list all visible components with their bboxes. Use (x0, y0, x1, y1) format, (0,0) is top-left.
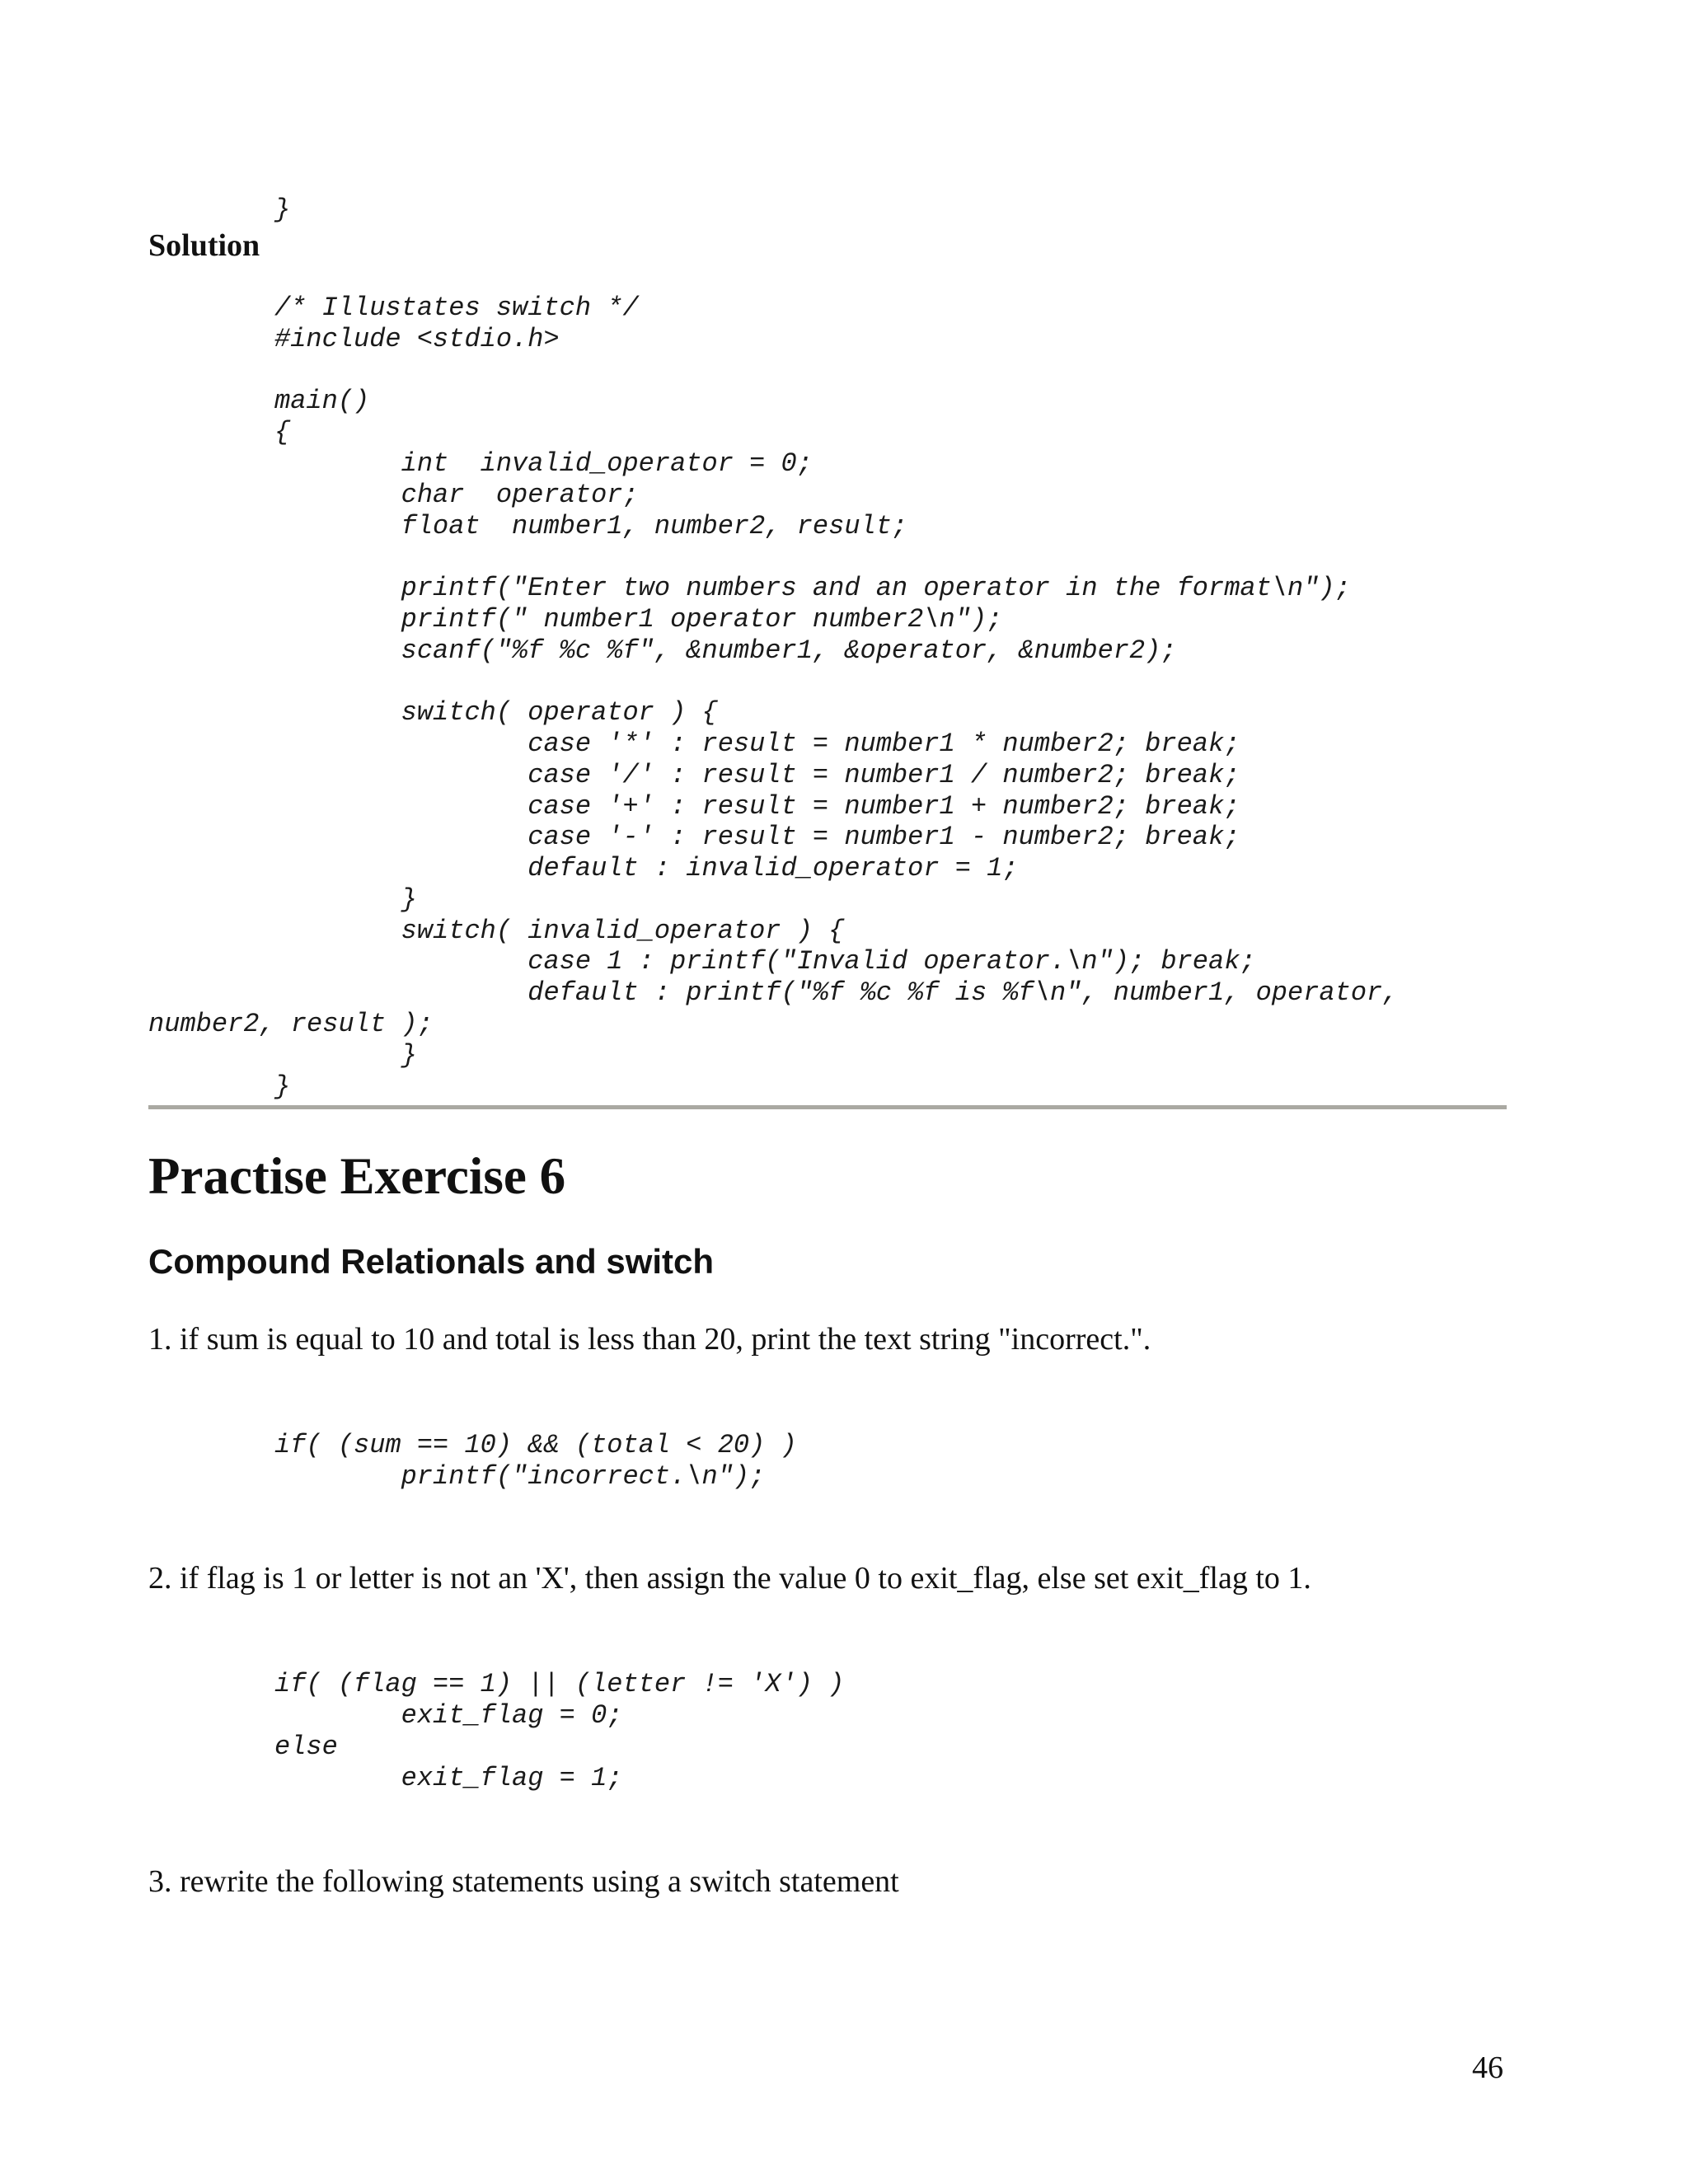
code-line-wrapped: number2, result ); (148, 1009, 434, 1039)
page-number: 46 (1472, 2050, 1503, 2085)
question-1-text: 1. if sum is equal to 10 and total is less than 20, print the text string "incorrect.". (148, 1322, 1151, 1357)
exercise-subtitle: Compound Relationals and switch (148, 1242, 715, 1281)
code-line: default : invalid_operator = 1; (274, 853, 1019, 883)
exercise-title: Practise Exercise 6 (148, 1147, 566, 1205)
code-line: float number1, number2, result; (274, 511, 908, 541)
code-line: printf(" number1 operator number2\n"); (274, 604, 1003, 635)
code-line: switch( operator ) { (274, 697, 718, 728)
code-line: case '+' : result = number1 + number2; break; (274, 791, 1240, 822)
code-line: } (274, 1040, 417, 1071)
question-2-text: 2. if flag is 1 or letter is not an 'X', then assign the value 0 to exit_flag, else set exit_flag to 1. (148, 1561, 1311, 1596)
code-line: { (274, 417, 291, 448)
code-line: printf("Enter two numbers and an operator in the format\n"); (274, 573, 1351, 603)
code-line: main() (274, 386, 370, 416)
code-line: char operator; (274, 480, 639, 510)
code-line: /* Illustates switch */ (274, 293, 639, 323)
closing-brace: } (274, 194, 291, 225)
code-line: } (274, 884, 417, 915)
solution-label: Solution (148, 228, 260, 263)
q1-code-line: if( (sum == 10) && (total < 20) ) (274, 1430, 797, 1460)
code-line: switch( invalid_operator ) { (274, 916, 845, 946)
code-line: scanf("%f %c %f", &number1, &operator, &number2); (274, 635, 1177, 666)
code-line: case '/' : result = number1 / number2; break; (274, 760, 1240, 790)
q2-code-line: else (274, 1732, 338, 1762)
q2-code-line: exit_flag = 0; (274, 1700, 623, 1731)
question-3-text: 3. rewrite the following statements using a switch statement (148, 1864, 899, 1899)
section-divider (148, 1105, 1507, 1109)
code-line: } (274, 1071, 291, 1102)
q1-code-line: printf("incorrect.\n"); (274, 1461, 766, 1492)
code-line: int invalid_operator = 0; (274, 448, 813, 479)
code-line: case 1 : printf("Invalid operator.\n"); break; (274, 946, 1256, 977)
q2-code-line: exit_flag = 1; (274, 1763, 623, 1793)
q2-code-line: if( (flag == 1) || (letter != 'X') ) (274, 1669, 845, 1699)
code-line: case '*' : result = number1 * number2; break; (274, 729, 1240, 759)
code-line: #include <stdio.h> (274, 324, 560, 354)
code-line: default : printf("%f %c %f is %f\n", number1, operator, (274, 977, 1399, 1008)
code-line: case '-' : result = number1 - number2; break; (274, 822, 1240, 852)
